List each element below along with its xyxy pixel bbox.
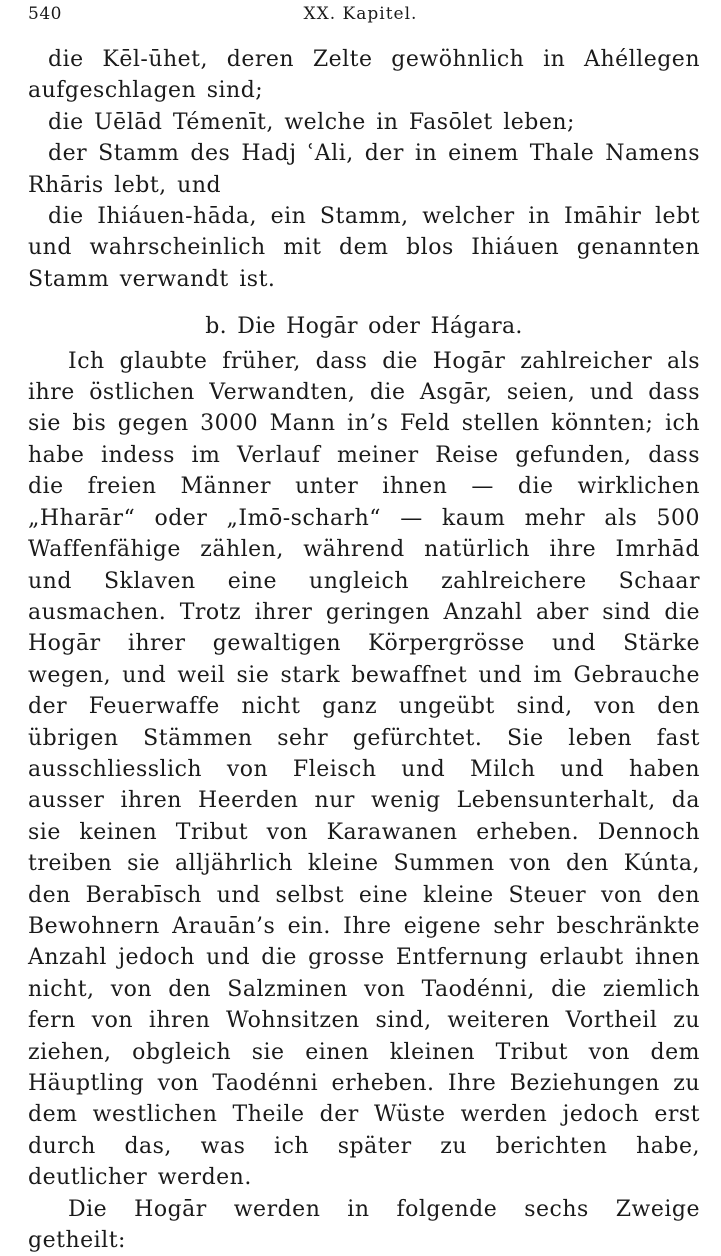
page-number: 540 <box>28 4 62 24</box>
main-paragraph: Ich glaubte früher, dass die Hogār zahlreicher als ihre östlichen Verwandten, die Asgār, seien, und dass sie bis gegen 3000 Mann in’s Feld stellen könnten; ich habe indess im Verlauf meiner Reise gefunden, dass die freien Männer unter ihnen — die wirklichen „Hharār“ oder „Imō-scharh“ — kaum mehr als 500 Waffenfähige zählen, während natürlich ihre Imrhād und Sklaven eine ungleich zahlreichere Schaar ausmachen. Trotz ihrer geringen Anzahl aber sind die Hogār ihrer gewaltigen Körpergrösse und Stärke wegen, und weil sie stark bewaffnet und im Gebrauche der Feuerwaffe nicht ganz ungeübt sind, von den übrigen Stämmen sehr gefürchtet. Sie leben fast ausschliesslich von Fleisch und Milch und haben ausser ihren Heerden nur wenig Lebensunterhalt, da sie keinen Tribut von Karawanen erheben. Dennoch treiben sie alljährlich kleine Summen von den Kúnta, den Berabīsch und selbst eine kleine Steuer von den Bewohnern Arauān’s ein. Ihre eigene sehr beschränkte Anzahl jedoch und die grosse Entfernung erlaubt ihnen nicht, von den Salzminen von Taodénni, die ziemlich fern von ihren Wohnsitzen sind, weiteren Vortheil zu ziehen, obgleich sie einen kleinen Tribut von dem Häuptling von Taodénni erheben. Ihre Beziehungen zu dem westlichen Theile der Wüste werden jedoch erst durch das, was ich später zu berichten habe, deutlicher werden. <box>28 348 700 1191</box>
tribe-list-item: der Stamm des Hadj ʿAli, der in einem Thale Namens Rhāris lebt, und <box>28 141 700 198</box>
section-heading: b. Die Hogār oder Hágara. <box>205 314 523 340</box>
tribe-list-item: die Ihiáuen-hāda, ein Stamm, welcher in Imāhir lebt und wahrscheinlich mit dem blos Ihiáuen genannten Stamm verwandt ist. <box>28 204 700 292</box>
tribe-list-item: die Uēlād Témenīt, welche in Fasōlet leben; <box>48 109 575 135</box>
chapter-title: XX. Kapitel. <box>303 4 418 24</box>
tribe-list-item: die Kēl-ūhet, deren Zelte gewöhnlich in Ahéllegen aufgeschlagen sind; <box>28 47 700 104</box>
running-header <box>28 4 693 30</box>
closing-line: Die Hogār werden in folgende sechs Zweige getheilt: <box>28 1196 700 1254</box>
page-body <box>28 44 700 1256</box>
